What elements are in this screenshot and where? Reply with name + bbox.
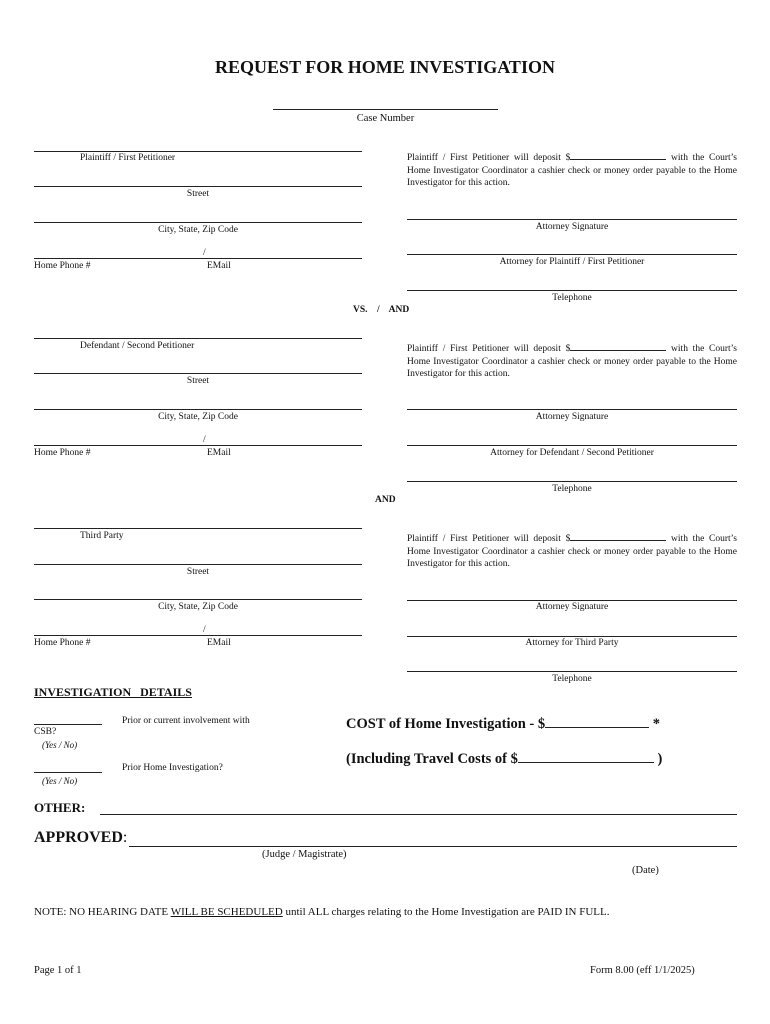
note-underlined: WILL BE SCHEDULED	[170, 906, 283, 918]
party3-street-label: Street	[186, 567, 210, 577]
party1-city-field[interactable]	[34, 222, 362, 223]
travel-suffix: )	[653, 751, 663, 767]
party2-attorney-signature-label: Attorney Signature	[535, 412, 609, 422]
hearing-note	[34, 906, 610, 918]
case-number-field[interactable]	[273, 109, 498, 110]
party3-telephone-field[interactable]	[407, 671, 737, 672]
party2-slash: /	[203, 435, 206, 445]
case-number-label: Case Number	[356, 113, 415, 124]
party3-deposit-text	[407, 531, 737, 571]
prior-involvement-label: Prior or current involvement with	[122, 716, 250, 726]
party1-phone-email-field[interactable]	[34, 258, 362, 259]
party2-telephone-field[interactable]	[407, 481, 737, 482]
party1-street-label: Street	[186, 189, 210, 199]
party3-home-phone-label: Home Phone #	[34, 638, 91, 648]
vs-and-separator: VS. / AND	[353, 305, 410, 315]
csb-yes-no-hint: (Yes / No)	[42, 740, 78, 750]
deposit-text-rest: Home Investigator Coordinator a cashier check or money order payable to the Home Investigator for this action.	[407, 356, 737, 379]
party1-name-label: Plaintiff / First Petitioner	[80, 153, 176, 163]
deposit-text-after: with the Court’s	[666, 534, 737, 544]
form-number: Form 8.00 (eff 1/1/2025)	[590, 965, 695, 976]
party2-name-label: Defendant / Second Petitioner	[80, 341, 195, 351]
party2-home-phone-label: Home Phone #	[34, 448, 91, 458]
page-title: REQUEST FOR HOME INVESTIGATION	[215, 57, 555, 77]
deposit-text-before: Plaintiff / First Petitioner will deposit $	[407, 153, 571, 163]
party3-phone-email-field[interactable]	[34, 635, 362, 636]
travel-prefix: (Including Travel Costs of $	[346, 751, 518, 767]
party1-attorney-for-label: Attorney for Plaintiff / First Petitioner	[499, 257, 645, 267]
cost-prefix: COST of Home Investigation - $	[346, 716, 546, 732]
party1-deposit-text	[407, 150, 737, 190]
party3-name-field[interactable]	[34, 528, 362, 529]
judge-magistrate-label: (Judge / Magistrate)	[262, 849, 347, 860]
party1-telephone-field[interactable]	[407, 290, 737, 291]
approved-colon: :	[122, 829, 128, 846]
prior-investigation-yes-no-hint: (Yes / No)	[42, 776, 78, 786]
party1-name-field[interactable]	[34, 151, 362, 152]
party1-telephone-label: Telephone	[552, 293, 592, 303]
csb-field[interactable]	[34, 724, 102, 725]
deposit-text-rest: Home Investigator Coordinator a cashier check or money order payable to the Home Investigator for this action.	[407, 165, 737, 188]
prior-investigation-field[interactable]	[34, 772, 102, 773]
deposit-text-before: Plaintiff / First Petitioner will deposit $	[407, 344, 571, 354]
party1-attorney-signature-field[interactable]	[407, 219, 737, 220]
party1-street-field[interactable]	[34, 186, 362, 187]
party2-attorney-for-field[interactable]	[407, 445, 737, 446]
party1-slash: /	[203, 248, 206, 258]
cost-amount-field[interactable]	[545, 715, 649, 728]
party3-name-label: Third Party	[80, 531, 124, 541]
party3-city-label: City, State, Zip Code	[158, 602, 238, 612]
party3-slash: /	[203, 625, 206, 635]
party3-street-field[interactable]	[34, 564, 362, 565]
other-label: OTHER:	[34, 800, 86, 815]
party3-attorney-signature-label: Attorney Signature	[535, 602, 609, 612]
party2-name-field[interactable]	[34, 338, 362, 339]
other-field[interactable]	[100, 814, 737, 815]
party1-email-label: EMail	[207, 261, 231, 271]
party3-telephone-label: Telephone	[552, 674, 592, 684]
cost-suffix: *	[649, 716, 660, 732]
csb-label: CSB?	[34, 727, 57, 737]
party2-telephone-label: Telephone	[552, 484, 592, 494]
cost-line	[346, 715, 660, 733]
party2-deposit-text	[407, 341, 737, 381]
party3-email-label: EMail	[207, 638, 231, 648]
deposit-text-after: with the Court’s	[666, 153, 737, 163]
party1-city-label: City, State, Zip Code	[158, 225, 238, 235]
party2-deposit-amount-field[interactable]	[570, 341, 666, 351]
deposit-text-before: Plaintiff / First Petitioner will deposit $	[407, 534, 571, 544]
approved-label-wrap	[34, 829, 127, 847]
approved-signature-field[interactable]	[129, 846, 737, 847]
party1-attorney-for-field[interactable]	[407, 254, 737, 255]
travel-cost-line	[346, 750, 662, 768]
party2-email-label: EMail	[207, 448, 231, 458]
party2-attorney-signature-field[interactable]	[407, 409, 737, 410]
date-label: (Date)	[632, 865, 659, 876]
party2-phone-email-field[interactable]	[34, 445, 362, 446]
party2-attorney-for-label: Attorney for Defendant / Second Petitioner	[490, 448, 654, 458]
party2-city-label: City, State, Zip Code	[158, 412, 238, 422]
party3-city-field[interactable]	[34, 599, 362, 600]
travel-cost-amount-field[interactable]	[518, 750, 654, 763]
deposit-text-rest: Home Investigator Coordinator a cashier check or money order payable to the Home Investigator for this action.	[407, 546, 737, 569]
party2-street-label: Street	[186, 376, 210, 386]
party1-attorney-signature-label: Attorney Signature	[535, 222, 609, 232]
party3-deposit-amount-field[interactable]	[570, 531, 666, 541]
page-number: Page 1 of 1	[34, 965, 82, 976]
deposit-text-after: with the Court’s	[666, 344, 737, 354]
and-separator: AND	[375, 495, 396, 505]
investigation-details-heading: INVESTIGATION DETAILS	[34, 685, 192, 699]
approved-label: APPROVED	[34, 829, 123, 846]
note-suffix: until ALL charges relating to the Home Investigation are PAID IN FULL.	[282, 906, 610, 918]
party3-attorney-for-field[interactable]	[407, 636, 737, 637]
party1-deposit-amount-field[interactable]	[570, 150, 666, 160]
party2-street-field[interactable]	[34, 373, 362, 374]
prior-investigation-label: Prior Home Investigation?	[122, 763, 223, 773]
note-prefix: NOTE: NO HEARING DATE	[34, 906, 171, 918]
party3-attorney-signature-field[interactable]	[407, 600, 737, 601]
party2-city-field[interactable]	[34, 409, 362, 410]
party1-home-phone-label: Home Phone #	[34, 261, 91, 271]
party3-attorney-for-label: Attorney for Third Party	[525, 638, 619, 648]
